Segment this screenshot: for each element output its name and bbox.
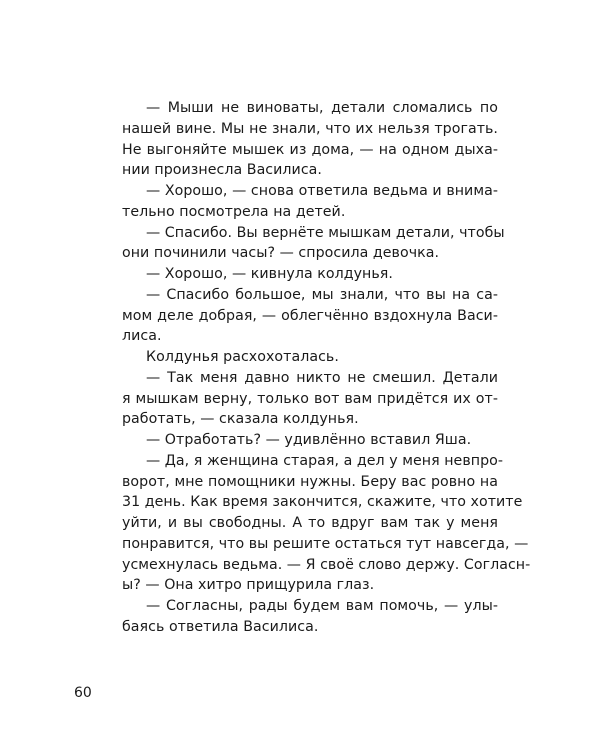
text-line: — Отработать? — удивлённо вставил Яша. (146, 432, 472, 448)
page-number: 60 (74, 685, 92, 701)
text-line: ворот, мне помощники нужны. Беру вас ровно на (122, 473, 498, 490)
text-line: мом деле добрая, — облегчённо вздохнула Васи- (122, 307, 498, 324)
paragraph (122, 347, 498, 368)
text-line: — Согласны, рады будем вам помочь, — улы- (146, 598, 498, 614)
text-line: — Спасибо большое, мы знали, что вы на са- (146, 286, 498, 303)
text-line: Не выгоняйте мышек из дома, — на одном дыха- (122, 141, 498, 158)
body-text (122, 98, 531, 638)
paragraph (122, 98, 498, 181)
text-line: ы? — Она хитро прищурила глаз. (122, 577, 375, 594)
paragraph (122, 451, 531, 596)
paragraph (122, 181, 498, 223)
paragraph (122, 285, 498, 347)
text-line: 31 день. Как время закончится, скажите, что хотите (122, 494, 523, 511)
text-line: усмехнулась ведьма. — Я своё слово держу. Согласн- (122, 556, 531, 573)
text-line: я мышкам верну, только вот вам придётся их от- (122, 390, 498, 407)
text-line: Колдунья расхохоталась. (146, 349, 339, 365)
text-line: понравится, что вы решите остаться тут навсегда, — (122, 535, 529, 552)
paragraph (122, 430, 498, 451)
text-line: — Так меня давно никто не смешил. Детали (146, 369, 498, 386)
paragraph (122, 264, 498, 285)
text-line: уйти, и вы свободны. А то вдруг вам так у меня (122, 515, 498, 531)
text-line: — Хорошо, — снова ответила ведьма и внима- (146, 183, 498, 199)
text-line: — Мыши не виноваты, детали сломались по (146, 100, 498, 116)
paragraph (122, 368, 498, 430)
paragraph (122, 596, 498, 638)
text-line: нии произнесла Василиса. (122, 162, 322, 179)
paragraph (122, 223, 505, 265)
text-line: тельно посмотрела на детей. (122, 203, 346, 220)
text-line: лиса. (122, 328, 162, 345)
text-line: — Спасибо. Вы вернёте мышкам детали, чтобы (146, 224, 505, 241)
text-line: баясь ответила Василиса. (122, 618, 319, 635)
text-line: они починили часы? — спросила девочка. (122, 245, 440, 262)
text-line: — Хорошо, — кивнула колдунья. (146, 266, 393, 282)
text-line: нашей вине. Мы не знали, что их нельзя трогать. (122, 120, 498, 137)
text-line: — Да, я женщина старая, а дел у меня невпро- (146, 452, 504, 469)
text-line: работать, — сказала колдунья. (122, 411, 359, 428)
